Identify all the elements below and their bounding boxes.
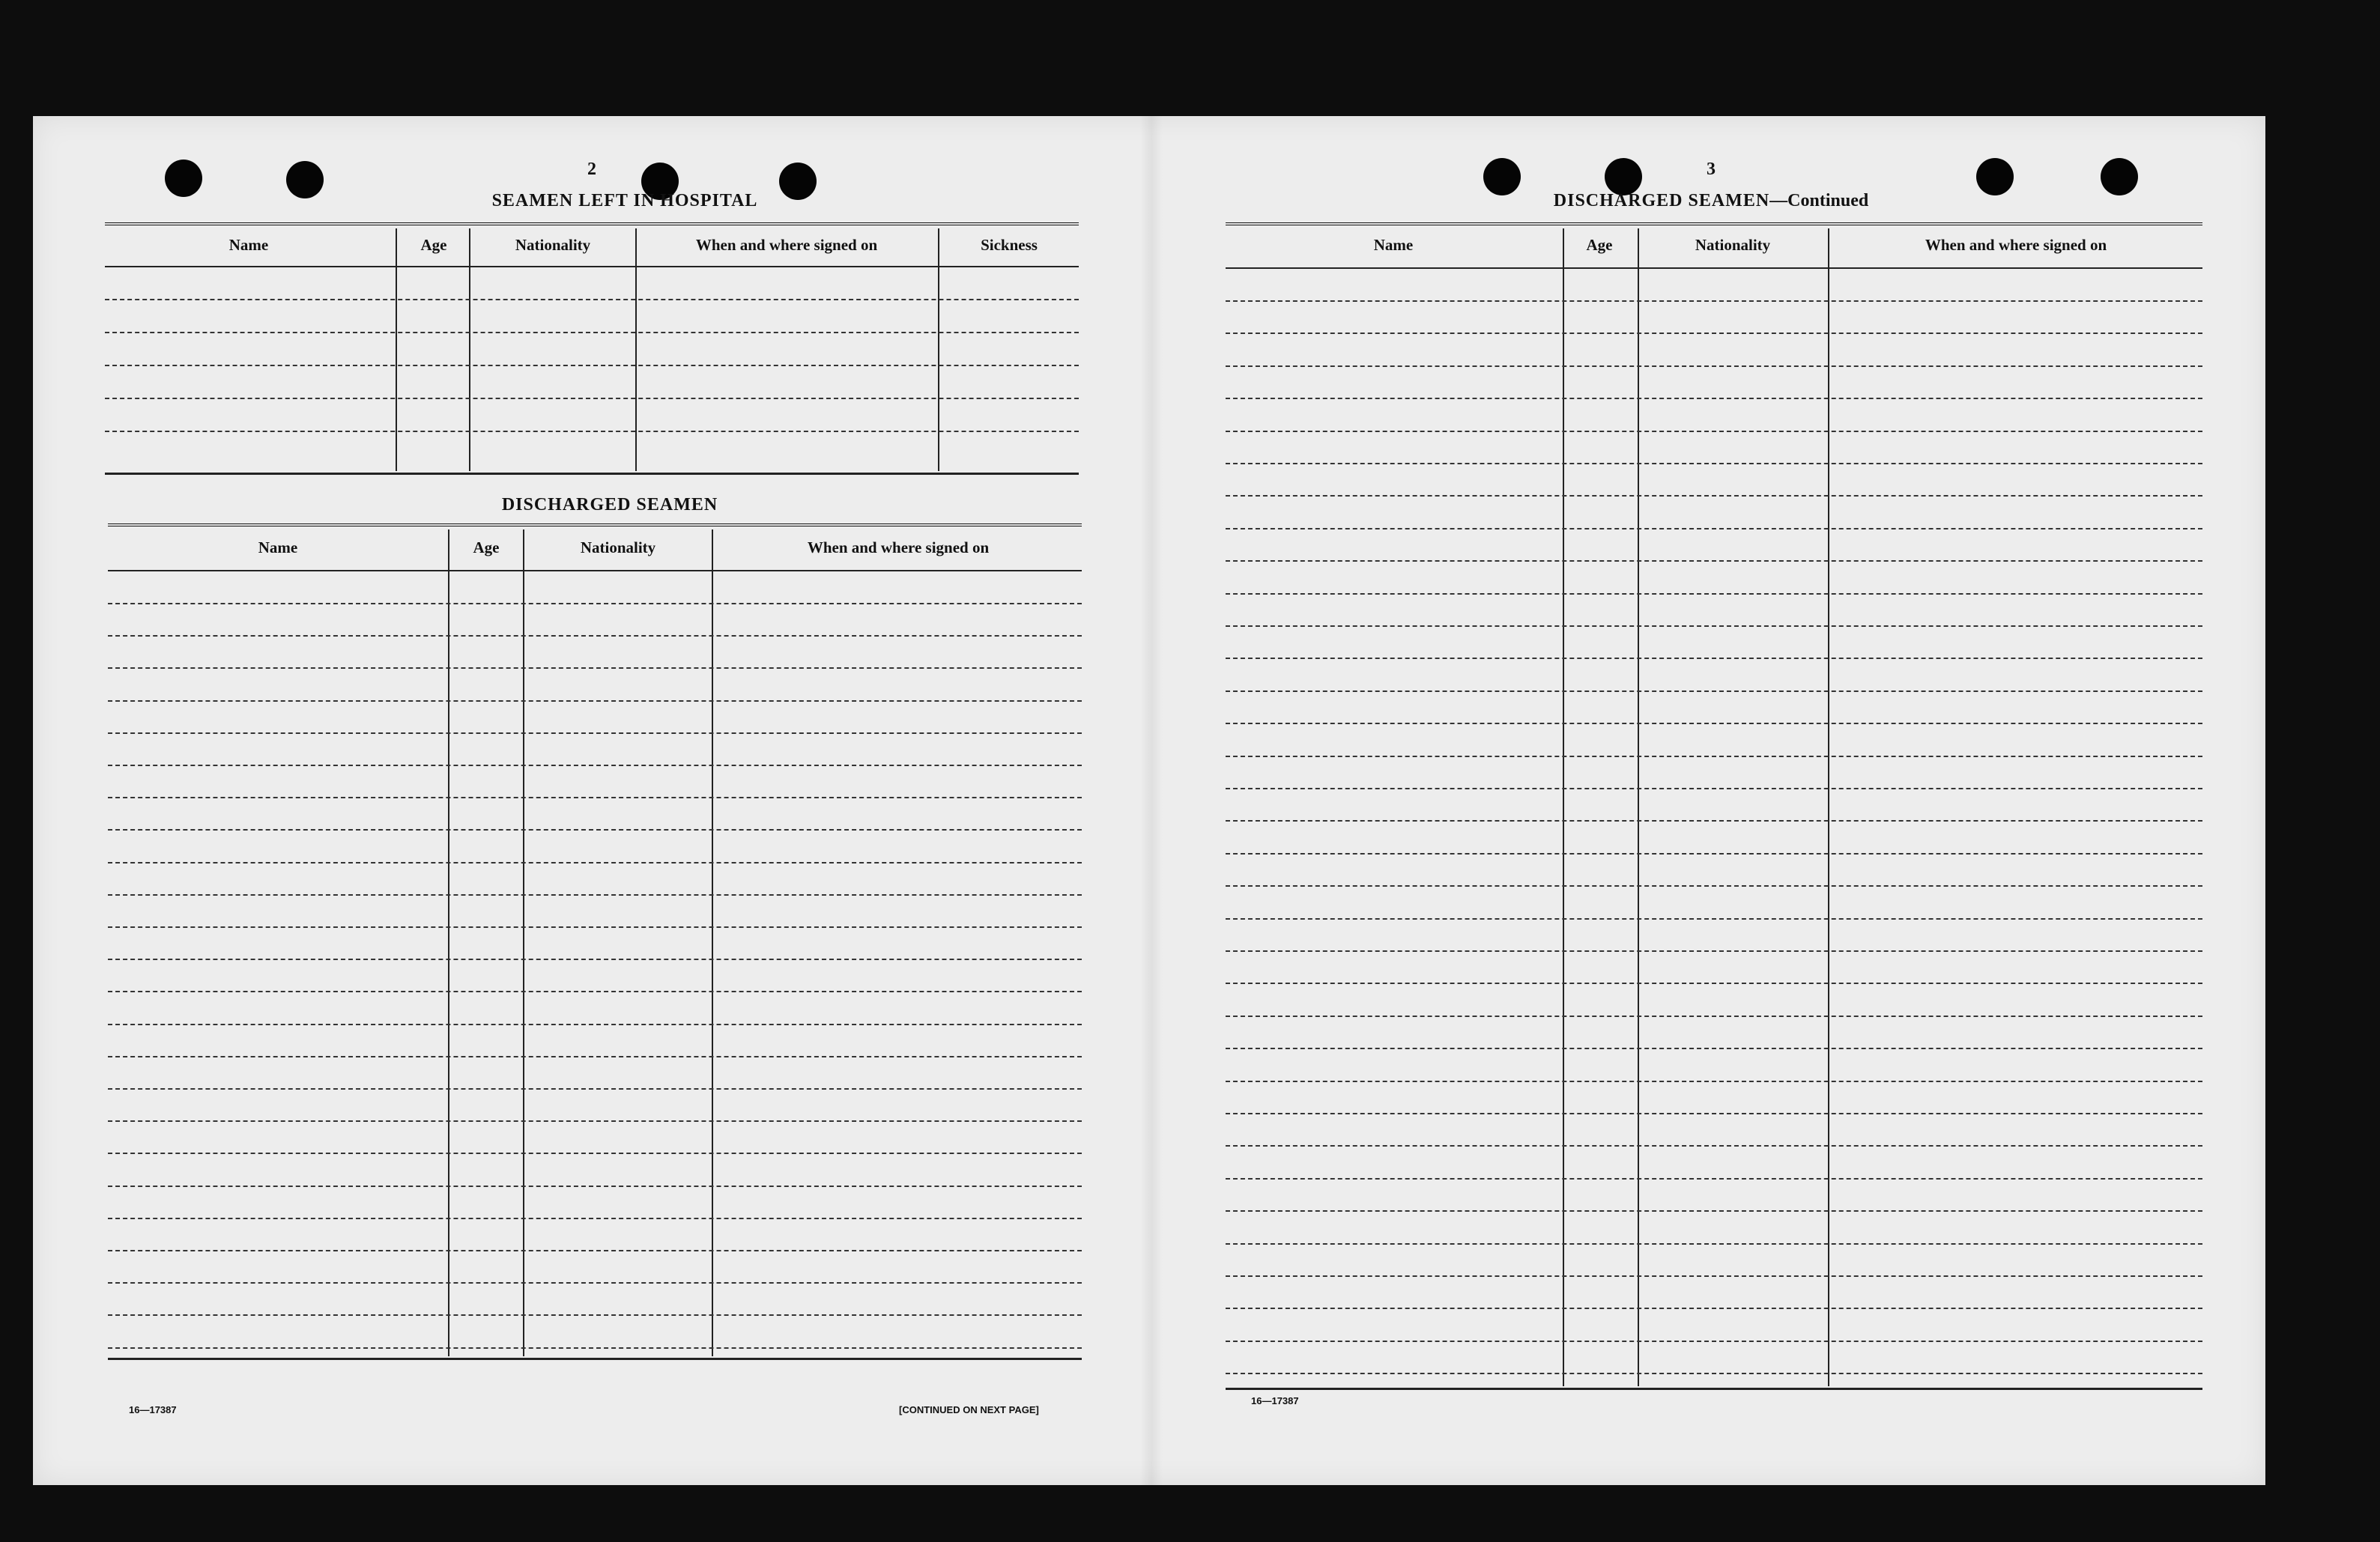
table-row <box>108 1250 1082 1251</box>
table-row <box>1226 1243 2202 1245</box>
column-header-age: Age <box>473 538 500 556</box>
continued-note: [CONTINUED ON NEXT PAGE] <box>899 1404 1039 1415</box>
table-row <box>108 797 1082 798</box>
column-divider <box>635 228 637 471</box>
left-form-number: 16—17387 <box>129 1404 177 1415</box>
table-row <box>108 991 1082 992</box>
table-row <box>1226 1113 2202 1114</box>
discharged-continued-table <box>1226 222 2202 1391</box>
discharged-section-title: DISCHARGED SEAMEN <box>501 495 718 514</box>
table-row <box>105 332 1079 333</box>
column-header-nationality: Nationality <box>580 538 656 556</box>
table-row <box>105 398 1079 399</box>
table-row <box>1226 593 2202 595</box>
table-row <box>1226 300 2202 302</box>
table-row <box>108 1282 1082 1284</box>
table-row <box>1226 1048 2202 1049</box>
table-row <box>1226 463 2202 464</box>
right-section-title <box>1486 191 1936 211</box>
right-title-main: DISCHARGED SEAMEN <box>1553 191 1770 210</box>
table-row <box>108 1088 1082 1090</box>
right-page-number: 3 <box>1707 160 1716 179</box>
column-header-nationality: Nationality <box>1695 236 1771 254</box>
column-header-when-where: When and where signed on <box>1925 236 2107 254</box>
table-row <box>1226 1308 2202 1309</box>
punch-hole <box>2101 158 2138 195</box>
table-row <box>1226 560 2202 562</box>
table-top-rule <box>105 222 1079 225</box>
table-row <box>1226 788 2202 789</box>
table-row <box>105 299 1079 300</box>
punch-hole <box>1976 158 2014 195</box>
column-header-when-where: When and where signed on <box>807 538 990 556</box>
table-row <box>1226 918 2202 920</box>
table-bottom-rule <box>108 1358 1082 1360</box>
table-row <box>108 1186 1082 1187</box>
table-row <box>1226 365 2202 367</box>
table-row <box>1226 398 2202 399</box>
column-header-name: Name <box>228 236 269 254</box>
table-row <box>1226 658 2202 659</box>
header-rule <box>105 266 1079 267</box>
hospital-table <box>105 222 1079 477</box>
column-divider <box>448 529 449 1356</box>
table-row <box>105 365 1079 366</box>
table-row <box>105 431 1079 432</box>
table-row <box>108 667 1082 669</box>
table-row <box>1226 1275 2202 1277</box>
table-row <box>108 1056 1082 1057</box>
table-row <box>108 1314 1082 1316</box>
column-divider <box>712 529 713 1356</box>
table-row <box>1226 1178 2202 1180</box>
table-row <box>1226 820 2202 822</box>
right-title-suffix: —Continued <box>1769 191 1869 210</box>
table-row <box>108 1153 1082 1154</box>
table-row <box>108 732 1082 734</box>
table-row <box>1226 756 2202 757</box>
table-top-rule <box>1226 222 2202 225</box>
column-header-age: Age <box>420 236 447 254</box>
table-row <box>1226 1145 2202 1147</box>
table-row <box>108 829 1082 831</box>
scanned-document <box>33 116 2265 1485</box>
table-row <box>1226 625 2202 627</box>
table-row <box>108 700 1082 702</box>
table-row <box>108 894 1082 896</box>
column-header-name: Name <box>258 538 298 556</box>
column-divider <box>1638 228 1639 1386</box>
right-form-number: 16—17387 <box>1251 1395 1299 1406</box>
column-header-sickness: Sickness <box>981 236 1038 254</box>
table-row <box>108 959 1082 960</box>
column-divider <box>1828 228 1829 1386</box>
table-row <box>108 635 1082 637</box>
header-rule <box>1226 267 2202 269</box>
punch-hole <box>1483 158 1521 195</box>
table-row <box>108 765 1082 766</box>
column-divider <box>938 228 939 471</box>
table-row <box>1226 495 2202 497</box>
table-row <box>108 926 1082 928</box>
table-row <box>108 1024 1082 1025</box>
left-page-number: 2 <box>587 160 596 179</box>
table-bottom-rule <box>105 473 1079 475</box>
table-row <box>1226 431 2202 432</box>
punch-hole <box>1605 158 1642 195</box>
table-top-rule <box>108 523 1082 526</box>
column-header-age: Age <box>1586 236 1613 254</box>
table-row <box>108 862 1082 863</box>
table-row <box>1226 690 2202 692</box>
punch-hole <box>286 161 324 198</box>
table-row <box>108 1218 1082 1219</box>
table-row <box>1226 1016 2202 1017</box>
discharged-table <box>108 523 1082 1370</box>
column-header-nationality: Nationality <box>515 236 591 254</box>
table-row <box>1226 983 2202 984</box>
column-header-name: Name <box>1373 236 1414 254</box>
table-row <box>1226 723 2202 724</box>
table-row <box>1226 885 2202 887</box>
punch-hole <box>165 160 202 197</box>
table-row <box>1226 853 2202 855</box>
table-row <box>1226 1210 2202 1212</box>
table-bottom-rule <box>1226 1388 2202 1390</box>
table-row <box>1226 333 2202 334</box>
column-divider <box>469 228 470 471</box>
column-divider <box>396 228 397 471</box>
table-row <box>108 1120 1082 1122</box>
table-row <box>1226 1081 2202 1082</box>
table-row <box>1226 950 2202 952</box>
column-header-when-where: When and where signed on <box>695 236 878 254</box>
column-divider <box>523 529 524 1356</box>
hospital-section-title: SEAMEN LEFT IN HOSPITAL <box>491 191 758 210</box>
table-row <box>1226 528 2202 529</box>
page-fold <box>1140 116 1163 1485</box>
header-rule <box>108 570 1082 571</box>
table-row <box>108 603 1082 604</box>
table-row <box>108 1347 1082 1349</box>
table-row <box>1226 1341 2202 1342</box>
column-divider <box>1563 228 1564 1386</box>
table-row <box>1226 1373 2202 1374</box>
